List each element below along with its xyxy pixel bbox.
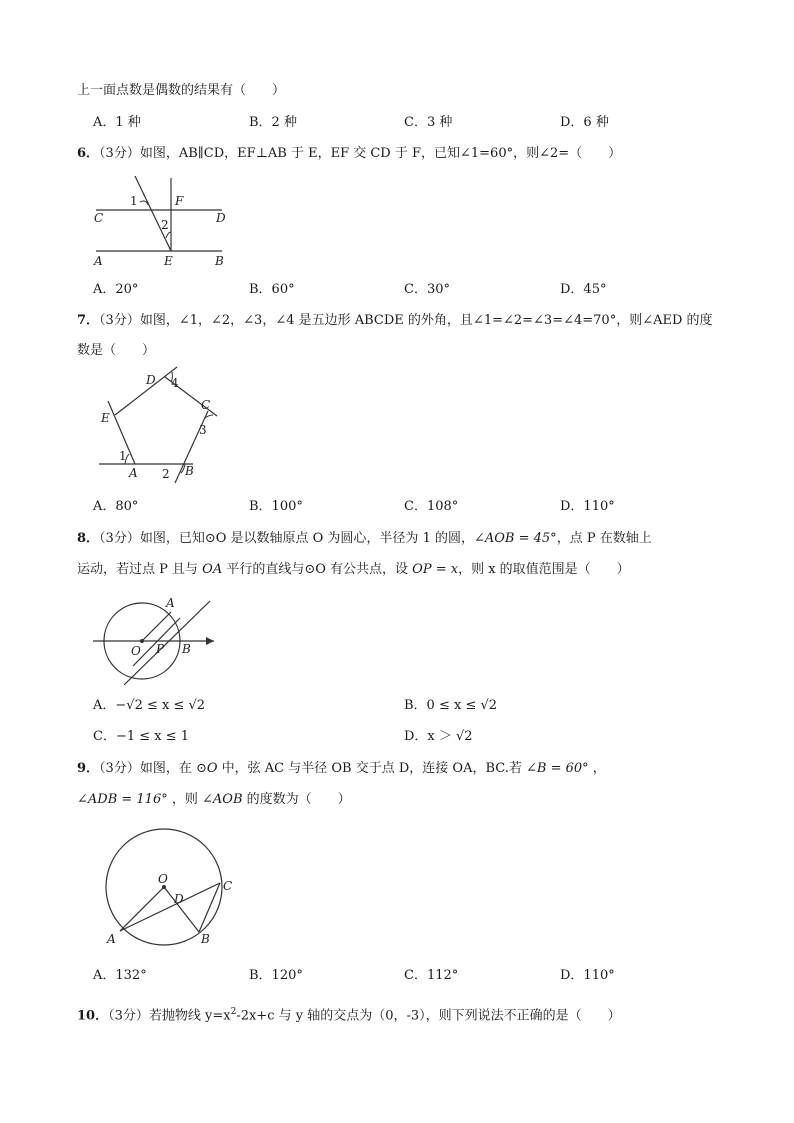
question-text: 如图，在 [139, 761, 196, 776]
question-text: 上一面点数是偶数的结果有（ ） [77, 83, 286, 98]
question-text: ， [588, 761, 606, 776]
option-a: A．132° [93, 968, 147, 983]
option-d: D．110° [560, 968, 615, 983]
math-expression: ⊙O [195, 761, 218, 776]
point-d-label: D [174, 892, 184, 906]
question-points: （3分） [99, 761, 140, 776]
question-text: 平行的直线与⊙O 有公共点，设 [222, 562, 413, 577]
question-points: （3分） [99, 313, 140, 328]
angle-3-label: 3 [199, 423, 207, 437]
option-c: C．108° [404, 499, 459, 514]
figure-pentagon [95, 365, 230, 487]
option-c: C．3 种 [404, 115, 453, 130]
option-b: B．60° [249, 282, 295, 297]
option-a: A．1 种 [93, 115, 141, 130]
angle-4-label: 4 [171, 376, 179, 390]
question-number: 8． [77, 531, 100, 546]
question-8-cont [77, 561, 630, 579]
question-text: ，则 x 的取值范围是（ ） [458, 562, 630, 577]
option-b: B．120° [249, 968, 303, 983]
question-9-cont [77, 791, 351, 809]
option-b: B．100° [249, 499, 303, 514]
point-d-label: D [216, 211, 226, 225]
option-a: A．−√2 ≤ x ≤ √2 [93, 698, 206, 713]
question-text: 如图，已知⊙O 是以数轴原点 O 为圆心，半径为 1 的圆， [139, 531, 474, 546]
option-a: A．20° [93, 282, 139, 297]
question-text: ，点 P 在数轴上 [556, 531, 652, 546]
option-c: C．112° [404, 968, 459, 983]
question-number: 6． [77, 146, 100, 161]
question-10 [77, 1003, 621, 1025]
point-b-label: B [182, 642, 191, 656]
superscript: 2 [230, 1007, 237, 1017]
question-number: 9． [77, 761, 100, 776]
math-expression: OP = x [412, 562, 459, 577]
question-text: -2x+c 与 y 轴的交点为（0，-3），则下列说法不正确的是（ ） [236, 1008, 621, 1024]
question-points: （3分） [108, 1008, 149, 1024]
option-c: C．−1 ≤ x ≤ 1 [93, 729, 190, 744]
point-b-label: B [201, 932, 210, 946]
option-d: D．x ＞ √2 [404, 729, 473, 744]
math-expression: ∠AOB [202, 792, 243, 807]
math-expression: ∠AOB = 45° [473, 531, 557, 546]
question-text: 运动，若过点 P 且与 [77, 562, 203, 577]
point-b-label: B [215, 254, 224, 268]
point-a-label: A [129, 466, 138, 480]
point-e-label: E [101, 411, 110, 425]
question-6 [77, 145, 621, 163]
question-8 [77, 530, 652, 548]
figure-circle-number-line [90, 593, 225, 693]
angle-1-label: 1 [130, 194, 138, 208]
option-d: D．110° [560, 499, 615, 514]
question-text: 如图，∠1，∠2，∠3，∠4 是五边形 ABCDE 的外角，且∠1=∠2=∠3=∠4=70°，则∠AED 的度 [139, 313, 713, 328]
math-expression: ∠ADB = 116° [77, 792, 168, 807]
point-p-label: P [156, 642, 165, 656]
option-d: D．45° [560, 282, 607, 297]
angle-1-label: 1 [119, 449, 127, 463]
question-9 [77, 760, 606, 778]
point-o-label: O [158, 872, 168, 886]
option-d: D．6 种 [560, 115, 609, 130]
point-a-label: A [166, 596, 175, 610]
point-e-label: E [164, 254, 173, 268]
point-a-label: A [107, 932, 116, 946]
math-expression: ∠B = 60° [526, 761, 589, 776]
figure-circle-chords [100, 825, 240, 950]
question-points: （3分） [99, 531, 140, 546]
point-f-label: F [175, 194, 184, 208]
figure-parallel-lines [88, 172, 238, 270]
option-a: A．80° [93, 499, 139, 514]
question-points: （3分） [99, 146, 140, 161]
question-text: 若抛物线 y=x [148, 1008, 231, 1024]
angle-2-label: 2 [161, 218, 169, 232]
question-number: 7． [77, 313, 100, 328]
option-b: B．0 ≤ x ≤ √2 [404, 698, 498, 713]
question-text: 如图，AB∥CD，EF⊥AB 于 E，EF 交 CD 于 F，已知∠1=60°，则∠2=（ ） [139, 146, 622, 161]
point-d-label: D [146, 373, 156, 387]
point-o-label: O [131, 644, 141, 658]
question-text: ，则 [167, 792, 202, 807]
option-b: B．2 种 [249, 115, 297, 130]
question-text: 的度数为（ ） [242, 792, 351, 807]
angle-2-label: 2 [162, 467, 170, 481]
point-c-label: C [201, 398, 211, 412]
point-c-label: C [223, 879, 233, 893]
question-7 [77, 312, 713, 330]
question-text: 中，弦 AC 与半径 OB 交于点 D，连接 OA，BC.若 [217, 761, 527, 776]
option-c: C．30° [404, 282, 450, 297]
math-expression: OA [202, 562, 223, 577]
question-number: 10． [77, 1008, 109, 1024]
point-c-label: C [94, 211, 104, 225]
point-a-label: A [94, 254, 103, 268]
point-b-label: B [185, 464, 194, 478]
question-text-cont: 数是（ ） [77, 343, 156, 358]
